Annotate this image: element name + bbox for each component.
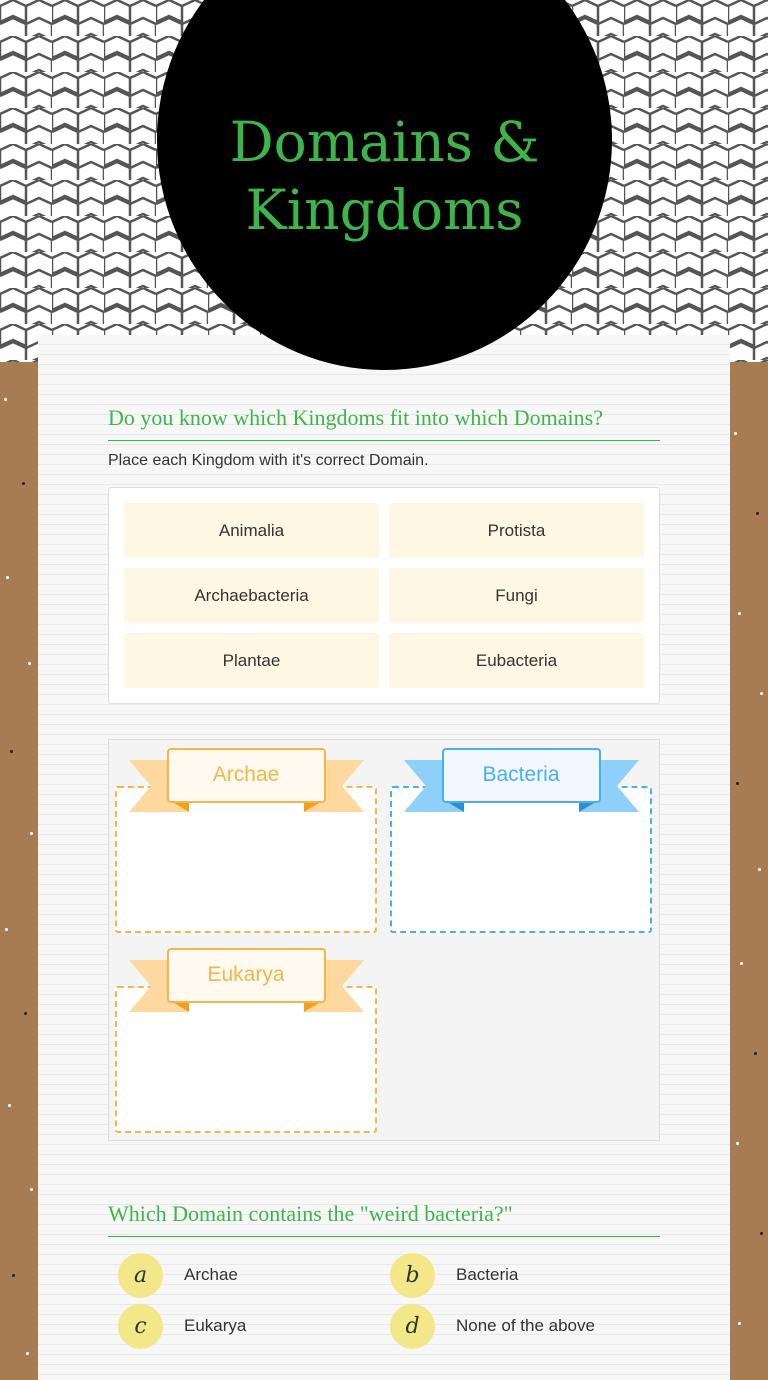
- drag-item[interactable]: Plantae: [124, 633, 379, 688]
- drag-item[interactable]: Protista: [389, 503, 644, 558]
- answer-option-a[interactable]: [118, 1253, 238, 1298]
- drag-item[interactable]: Fungi: [389, 568, 644, 623]
- option-letter-badge: d: [390, 1304, 435, 1349]
- category-label-bacteria: Bacteria: [482, 763, 560, 786]
- option-text: Bacteria: [456, 1265, 519, 1284]
- answer-option-d[interactable]: [390, 1304, 595, 1349]
- answer-option-c[interactable]: [118, 1304, 247, 1349]
- option-text: Eukarya: [184, 1316, 247, 1335]
- drag-item[interactable]: Animalia: [124, 503, 379, 558]
- item-bank: [108, 487, 660, 704]
- page-title: Domains & Kingdoms: [229, 110, 540, 242]
- category-ribbon-eukarya: [129, 948, 364, 1014]
- question-2-heading: Which Domain contains the "weird bacteria?": [108, 1200, 660, 1237]
- drag-item[interactable]: Eubacteria: [389, 633, 644, 688]
- cork-border-left: [0, 362, 38, 1380]
- category-ribbon-bacteria: [404, 748, 639, 814]
- answer-option-b[interactable]: [390, 1253, 519, 1298]
- cork-border-right: [730, 362, 768, 1380]
- question-1-heading: Do you know which Kingdoms fit into which Domains?: [108, 404, 660, 441]
- option-letter-badge: a: [118, 1253, 163, 1298]
- category-label-eukarya: Eukarya: [207, 963, 285, 986]
- category-ribbon-archae: [129, 748, 364, 814]
- category-label-archae: Archae: [212, 763, 280, 786]
- option-letter-badge: b: [390, 1253, 435, 1298]
- sort-area: [108, 739, 660, 1141]
- option-text: None of the above: [456, 1316, 595, 1335]
- question-1-instructions: Place each Kingdom with it's correct Domain.: [108, 452, 429, 469]
- drag-item[interactable]: Archaebacteria: [124, 568, 379, 623]
- option-text: Archae: [184, 1265, 238, 1284]
- option-letter-badge: c: [118, 1304, 163, 1349]
